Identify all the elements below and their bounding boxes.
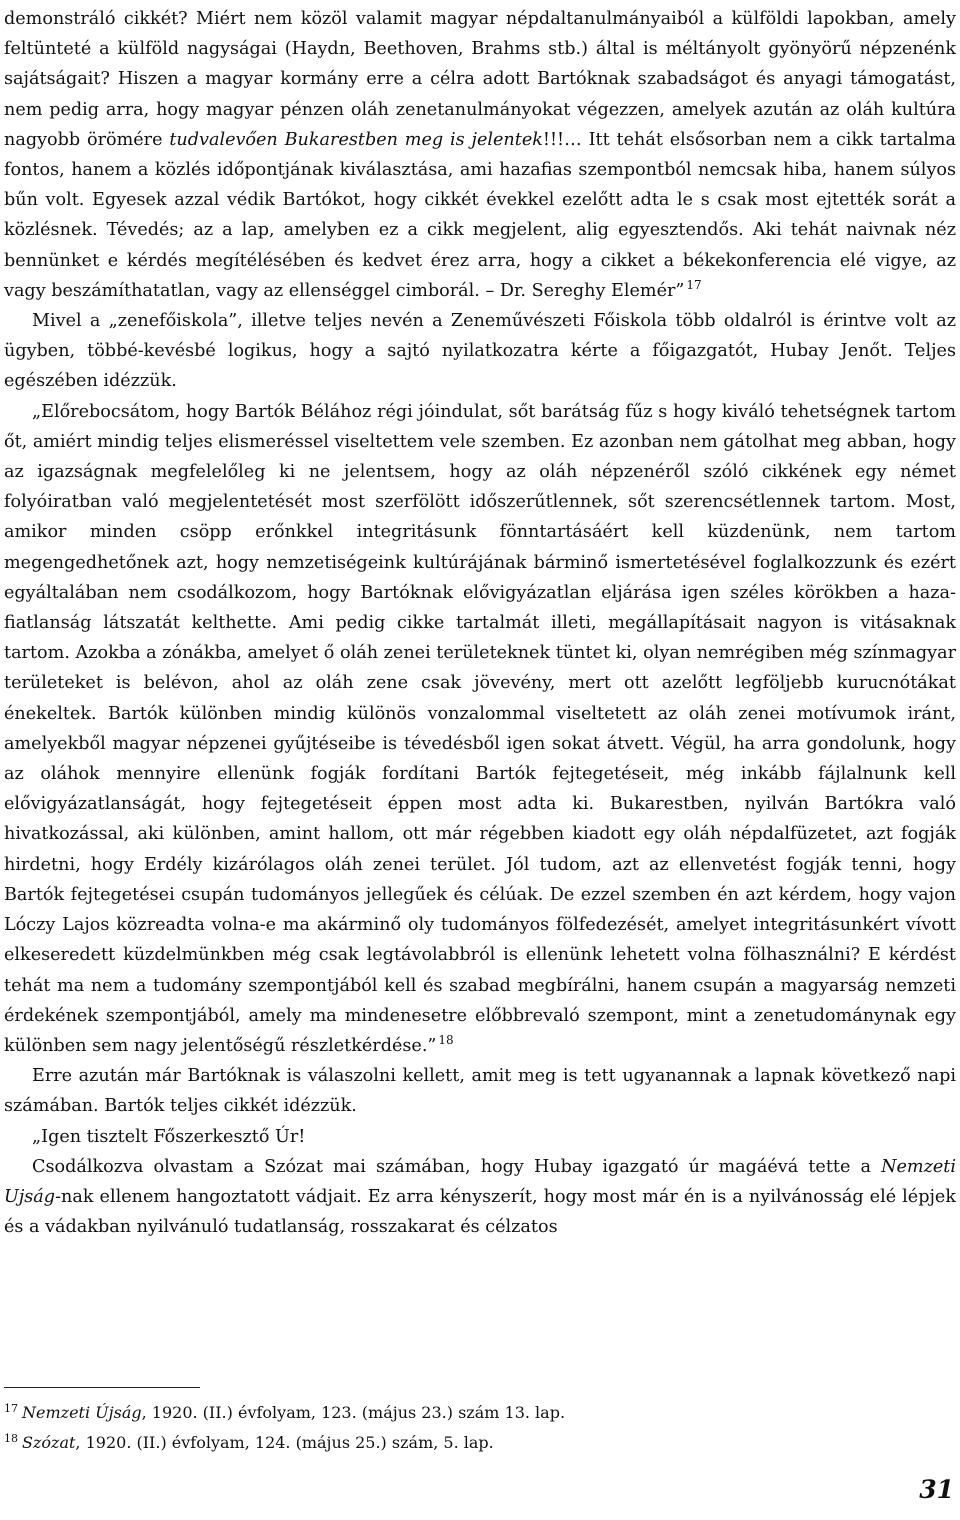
text-run: -nak ellenem hangoztatott vádjait. Ez arra kényszerít, hogy most már én is a nyilvánosság elé lépjek és a vádakban nyilvánuló tudatlanság, rosszakarat és célzatos <box>4 1186 956 1238</box>
italic-text: Nemzeti Ujság <box>4 1156 956 1207</box>
paragraph <box>4 1152 956 1243</box>
italic-text: Nemzeti Újság <box>22 1403 142 1422</box>
footnote-number: 17 <box>4 1402 18 1415</box>
italic-text: tudvalevően Bukarestben meg is jelentek <box>169 129 543 150</box>
paragraph <box>4 4 956 306</box>
body-text <box>4 4 956 1242</box>
italic-text: Szózat <box>22 1433 76 1452</box>
footnote-reference: 18 <box>438 1032 454 1047</box>
text-run: „Igen tisztelt Főszerkesztő Úr! <box>32 1126 306 1147</box>
paragraph <box>4 397 956 1061</box>
footnote-reference: 17 <box>686 277 702 292</box>
text-run: Erre azután már Bartóknak is válaszolni kellett, amit meg is tett ugyanannak a lapnak következő napi számában. Bartók teljes cikkét idézzük. <box>4 1066 956 1117</box>
paragraph <box>4 1122 956 1152</box>
footnote-rule <box>4 1387 200 1388</box>
text-run: Csodálkozva olvastam a Szózat mai számában, hogy Hubay igazgató úr magáévá tette a <box>32 1156 882 1177</box>
text-run: demonstráló cikkét? Miért nem közöl valamit magyar népdaltanulmányaiból a külföldi lapokban, amely feltünteté a külföld nagyságai (Haydn, Beethoven, Brahms stb.) által is méltányolt gyönyörű népzenénk sajátságait? Hiszen a magyar kormány erre a célra adott Bartóknak szabadságot és anyagi támogatást, nem pedig arra, hogy magyar pénzen oláh zenetanulmányokat végezzen, amelyek azután az oláh kultúra nagyobb örömére <box>4 9 956 150</box>
text-run: , 1920. (II.) évfolyam, 123. (május 23.) szám 13. lap. <box>141 1403 566 1422</box>
page-number: 31 <box>919 1475 954 1504</box>
paragraph <box>4 306 956 397</box>
text-run: , 1920. (II.) évfolyam, 124. (május 25.) szám, 5. lap. <box>75 1433 494 1452</box>
paragraph <box>4 1061 956 1121</box>
footnote <box>4 1428 956 1458</box>
footnote-number: 18 <box>4 1432 18 1445</box>
text-run: „Előrebocsátom, hogy Bartók Bélához régi jóindulat, sőt barátság fűz s hogy kiváló tehetségnek tartom őt, amiért mindig teljes elismeréssel viseltettem vele szemben. Ez azonban nem gátolhat meg abban, hogy az igazságnak megfelelőleg ki ne jelentsem, hogy az oláh népzenéről szóló cikkének egy német folyóiratban való megjelentetését most szerfölött időszerűtlennek, sőt szerencsétlennek tartom. Most, amikor minden csöpp erőnkkel integritásunk fönntartásáért kell küzdenünk, nem tartom megengedhetőnek azt, hogy nemzetiségeink kultúrájának bárminő ismertetésével foglalkozzunk és ezért egyáltalában nem csodálkozom, hogy Bartóknak elővigyázatlan eljárása igen széles körökben a hazafiatlanság látszatát kelthette. Ami pedig cikke tartalmát illeti, megállapításait nagyon is vitásaknak tartom. Azokba a zónákba, amelyet ő oláh zenei területeknek tüntet ki, olyan nemrégiben még színmagyar területeket is belévon, ahol az oláh zene csak jövevény, mert ott azelőtt legföljebb kurucnótákat énekeltek. Bartók különben mindig különös vonzalommal viseltetett az oláh zenei motívumok iránt, amelyekből magyar népzenei gyűjtéseibe is tévedésből igen sokat átvett. Végül, ha arra gondolunk, hogy az oláhok mennyire ellenünk fogják fordítani Bartók fejtegetéseit, még inkább fájlalnunk kell elővigyázatlanságát, hogy fejtegetéseit éppen most adta ki. Bukarestben, nyilván Bartókra való hivatkozással, aki különben, amint hallom, ott már régebben kiadott egy oláh népdalfüzetet, azt fogják hirdetni, hogy Erdély kizárólagos oláh zenei terület. Jól tudom, azt az ellenvetést fogják tenni, hogy Bartók fejtegetései csupán tudományos jellegűek és célúak. De ezzel szemben én azt kérdem, hogy vajon Lóczy Lajos közreadta volna-e ma akárminő oly tudományos fölfedezését, amelyet integritásunkért vívott elkeseredett küzdelmünkben még csak legtávolabbról is ellenünk lehetett volna fölhasználni? E kérdést tehát ma nem a tudomány szempontjából kell és szabad megbírálni, hanem csupán a magyarság nemzeti érdekének szempontjából, amely ma mindenesetre előbbrevaló szempont, mint a zenetudománynak egy különben sem nagy jelentőségű részletkérdése.” <box>4 401 956 1056</box>
footnotes <box>4 1398 956 1458</box>
footnote <box>4 1398 956 1428</box>
text-run: Mivel a „zenefőiskola”, illetve teljes nevén a Zeneművészeti Főiskola több oldalról is érintve volt az ügyben, többé-kevésbé logikus, hogy a sajtó nyilatkozatra kérte a főigazgatót, Hubay Jenőt. Teljes egészében idézzük. <box>4 311 956 392</box>
text-run: !!!… Itt tehát elsősorban nem a cikk tartalma fontos, hanem a közlés időpontjának kiválasztása, ami hazafias szempontból nemcsak hiba, hanem súlyos bűn volt. Egyesek azzal védik Bartókot, hogy cikkét évekkel ezelőtt adta le s csak most ejtették sorát a közlésnek. Tévedés; az a lap, amelyben ez a cikk megjelent, alig egyesztendős. Aki tehát naivnak néz bennünket e kérdés megítélésében és kedvet érez arra, hogy a cikket a békekonferencia elé vigye, az vagy beszámíthatatlan, vagy az ellenséggel cimborál. – Dr. Sereghy Elemér” <box>4 129 956 301</box>
